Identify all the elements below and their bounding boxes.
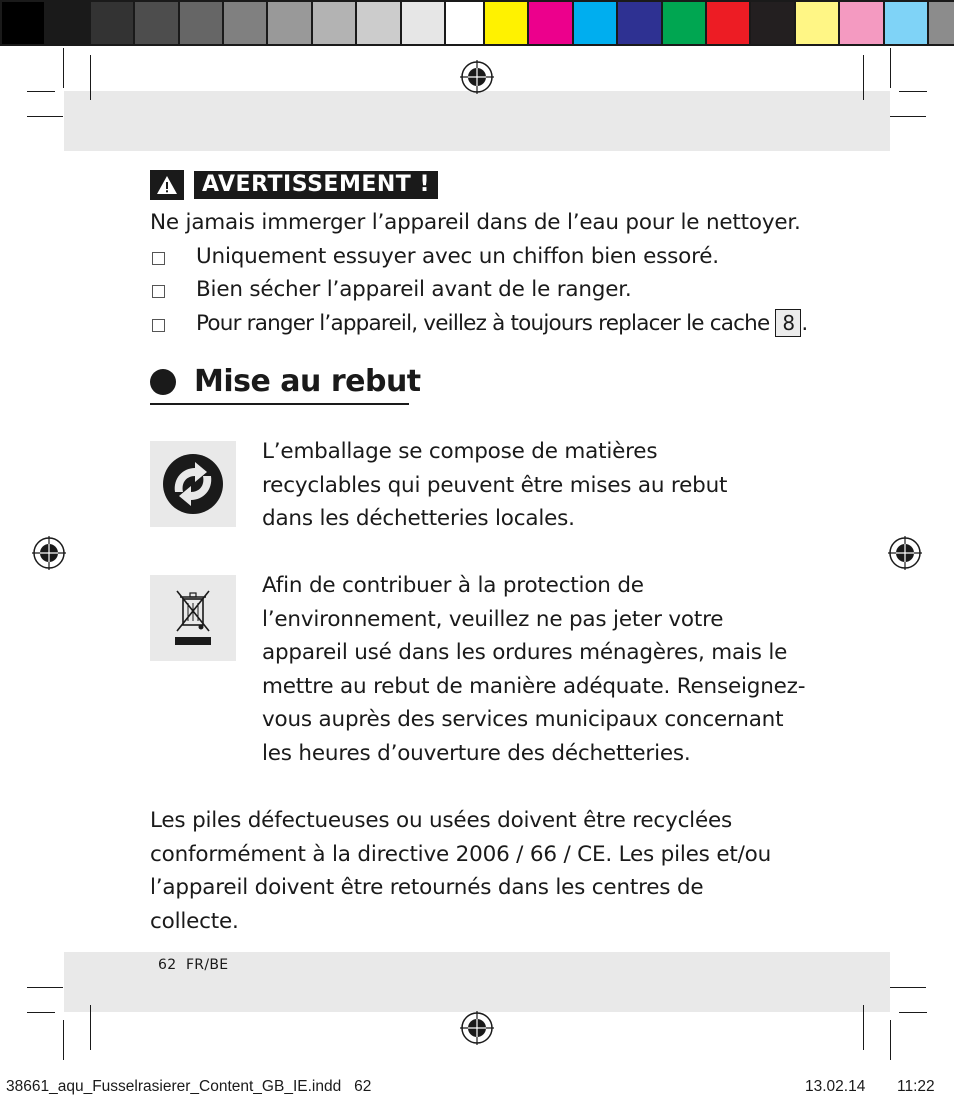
warning-label: AVERTISSEMENT !	[194, 171, 438, 199]
crop-mark	[27, 91, 55, 92]
color-swatch	[618, 0, 662, 46]
slug-filename: 38661_aqu_Fusselrasierer_Content_GB_IE.indd 62	[6, 1078, 372, 1095]
registration-mark-icon	[888, 536, 922, 570]
color-swatch	[885, 0, 929, 46]
warning-header	[150, 170, 810, 200]
crop-mark	[890, 48, 891, 88]
gray-swatch	[402, 0, 446, 46]
gray-swatch	[357, 0, 401, 46]
weee-text: Afin de contribuer à la protection de l’environnement, veuillez ne pas jeter votre appareil usé dans les ordures ménagères, mais le mettre au rebut de manière adéquate. Renseignez-vous auprès des services municipaux concernant les heures d’ouverture des déchetteries.	[262, 573, 806, 766]
gray-swatch	[180, 0, 224, 46]
color-swatch	[663, 0, 707, 46]
slug-time: 11:22	[897, 1078, 935, 1095]
warning-triangle-icon	[150, 170, 184, 200]
list-item-text	[196, 307, 807, 341]
heading-underline	[150, 403, 409, 405]
crop-mark	[899, 91, 927, 92]
crop-mark	[63, 1020, 64, 1060]
crop-mark	[27, 1012, 55, 1013]
crop-mark	[890, 116, 926, 117]
list-item-text-main: Pour ranger l’appareil, veillez à toujours replacer le cache	[196, 310, 770, 336]
color-control-bar	[483, 0, 954, 46]
crossed-out-bin-icon	[150, 575, 236, 661]
slug-date: 13.02.14	[805, 1078, 866, 1095]
bullet-square-icon	[152, 285, 165, 298]
warning-section	[150, 170, 810, 340]
section-heading	[150, 364, 421, 399]
warning-text: Ne jamais immerger l’appareil dans de l’eau pour le nettoyer.	[150, 210, 801, 235]
list-item-text-end: .	[801, 310, 808, 336]
gray-swatch	[268, 0, 312, 46]
list-item	[150, 273, 810, 307]
crop-mark	[27, 116, 63, 117]
page-number: 62	[158, 957, 177, 973]
color-swatch	[574, 0, 618, 46]
crop-mark	[63, 48, 64, 88]
green-dot-recycling-icon	[150, 441, 236, 527]
bullet-dot-icon	[150, 369, 176, 395]
locale-label: FR/BE	[185, 957, 229, 973]
gray-swatch	[91, 0, 135, 46]
color-swatch	[796, 0, 840, 46]
crop-mark	[863, 1005, 864, 1050]
crop-mark	[863, 55, 864, 100]
bullet-square-icon	[152, 319, 165, 332]
registration-mark-icon	[460, 60, 494, 94]
list-item-text: Bien sécher l’appareil avant de le ranger.	[196, 277, 632, 302]
color-swatch	[529, 0, 573, 46]
color-swatch	[483, 0, 529, 46]
color-swatch	[929, 0, 954, 46]
gray-swatch	[224, 0, 268, 46]
crop-mark	[890, 987, 926, 988]
gray-swatch	[46, 0, 90, 46]
bullet-square-icon	[152, 252, 165, 265]
crop-mark	[899, 1012, 927, 1013]
gray-swatch	[0, 0, 46, 46]
registration-mark-icon	[32, 536, 66, 570]
crop-mark	[27, 987, 63, 988]
list-item	[150, 240, 810, 274]
packaging-text: L’emballage se compose de matières recyclables qui peuvent être mises au rebut dans les déchetteries locales.	[262, 439, 728, 531]
crop-mark	[890, 1020, 891, 1060]
color-swatch	[751, 0, 795, 46]
part-reference-badge: 8	[775, 309, 801, 337]
gray-swatch	[313, 0, 357, 46]
page-title: Mise au rebut	[194, 364, 421, 399]
list-item	[150, 307, 810, 341]
registration-mark-icon	[460, 1011, 494, 1045]
gray-swatch	[135, 0, 179, 46]
color-swatch	[707, 0, 751, 46]
list-item-text: Uniquement essuyer avec un chiffon bien essoré.	[196, 243, 719, 269]
crop-mark	[90, 55, 91, 100]
gray-control-bar	[0, 0, 490, 46]
crop-mark	[90, 1005, 91, 1050]
batteries-text: Les piles défectueuses ou usées doivent être recyclées conformément à la directive 2006 / 66 / CE. Les piles et/ou l’appareil doivent être retournés dans les centres de collecte.	[150, 808, 772, 934]
page-footer	[158, 957, 228, 973]
color-swatch	[840, 0, 884, 46]
header-band	[64, 91, 890, 151]
